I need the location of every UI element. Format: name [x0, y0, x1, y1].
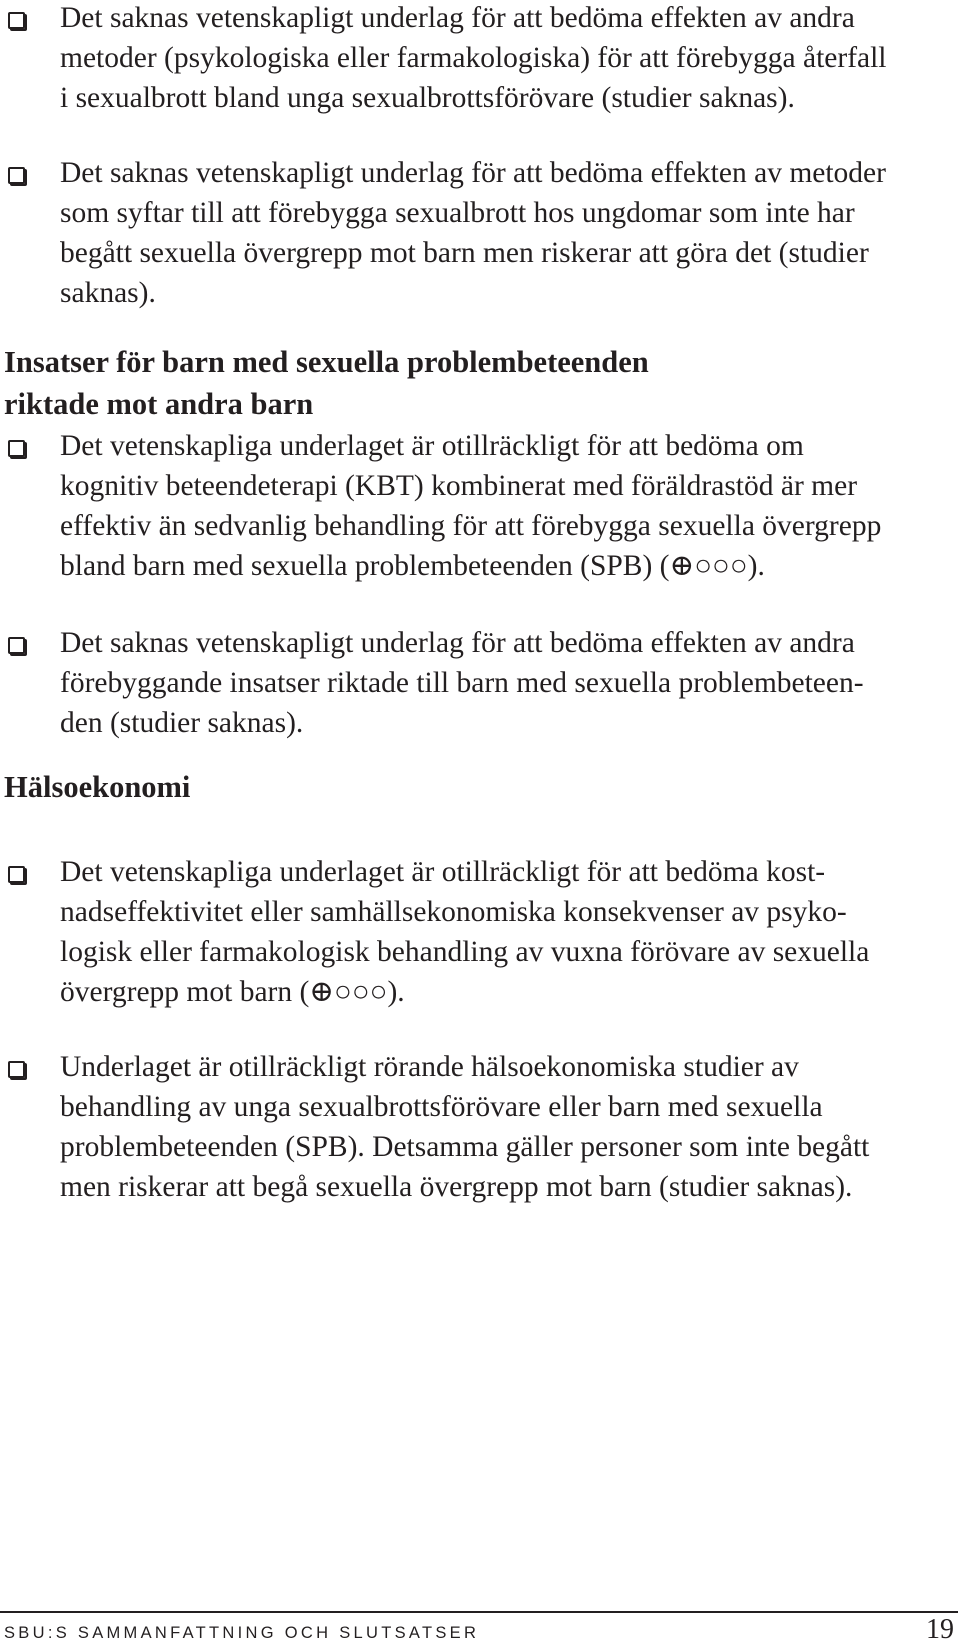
conclusion-text: Underlaget är otillräckligt rörande hälsoekonomiska studier av behandling av unga sexualbrottsförövare eller barn med sexuella problembeteenden (SPB). Detsamma gäller personer som inte begått men riskerar att begå sexuella övergrepp mot barn (studier saknas). — [60, 1051, 870, 1203]
conclusion-item — [8, 1047, 938, 1207]
section-heading: Insatser för barn med sexuella problembeteenden riktade mot andra barn — [4, 345, 649, 421]
checkbox-bullet-icon — [8, 637, 25, 654]
conclusion-text: Det saknas vetenskapligt underlag för att bedöma effekten av metoder som syftar till att förebygga sexualbrott hos ungdomar som inte har begått sexuella övergrepp mot barn men riskerar att göra det (studier saknas). — [60, 157, 886, 309]
page-number: 19 — [926, 1614, 954, 1645]
footer-running-title: SBU:S SAMMANFATTNING OCH SLUTSATSER — [4, 1624, 480, 1642]
checkbox-bullet-icon — [8, 440, 25, 457]
checkbox-bullet-icon — [8, 167, 25, 184]
section-heading: Hälsoekonomi — [4, 770, 191, 804]
checkbox-bullet-icon — [8, 1061, 25, 1078]
conclusion-item — [8, 852, 938, 1012]
conclusion-text: Det vetenskapliga underlaget är otillräckligt för att bedöma om kognitiv beteendeterapi (KBT) kombinerat med föräldrastöd är mer effektiv än sedvanlig behandling för att förebygga sexuella övergrepp bland barn med sexuella problembeteenden (SPB) (⊕○○○). — [60, 430, 882, 582]
checkbox-bullet-icon — [8, 12, 25, 29]
footer-divider — [0, 1611, 958, 1613]
conclusion-text: Det saknas vetenskapligt underlag för att bedöma effekten av andra förebyggande insatser riktade till barn med sexuella problembeteen- den (studier saknas). — [60, 627, 864, 739]
conclusion-item — [8, 426, 938, 586]
conclusion-text: Det saknas vetenskapligt underlag för att bedöma effekten av andra metoder (psykologiska eller farmakologiska) för att förebygga återfall i sexualbrott bland unga sexualbrottsförövare (studier saknas). — [60, 2, 887, 114]
conclusion-item — [8, 153, 938, 313]
conclusion-text: Det vetenskapliga underlaget är otillräckligt för att bedöma kost- nadseffektivitet eller samhällsekonomiska konsekvenser av psyko- logisk eller farmakologisk behandling av vuxna förövare av sexuella övergrepp mot barn (⊕○○○). — [60, 856, 870, 1008]
conclusion-item — [8, 0, 938, 118]
checkbox-bullet-icon — [8, 866, 25, 883]
conclusion-item — [8, 623, 938, 743]
